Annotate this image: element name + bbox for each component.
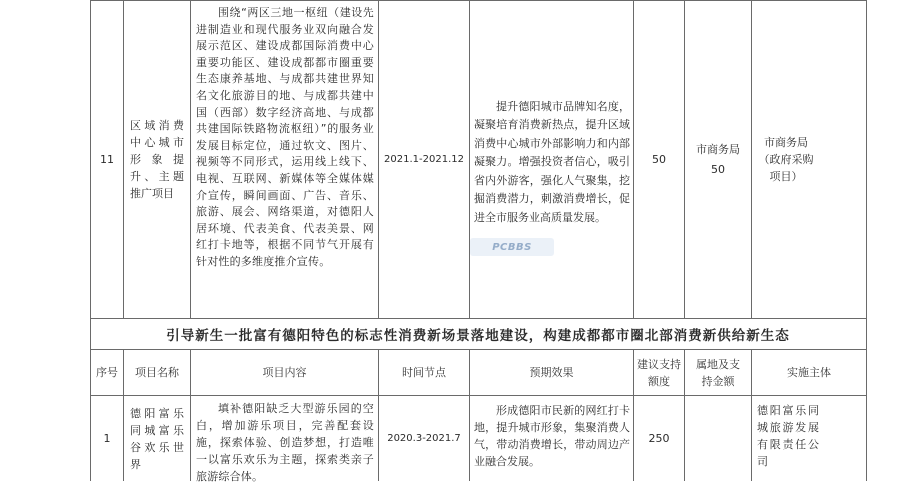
row-11-project-content: 围绕“两区三地一枢纽（建设先进制造业和现代服务业双向融合发展示范区、建设成都国际消费中心重要功能区、建设成都都市圈重要生态康养基地、与成都共建世界知名文化旅游目的地、与成都共建中国（西部）数字经济高地、与成都共建国际铁路物流枢纽）”的服务业发展目标定位，通过软文、图片、视频等不同形式，运用线上线下、电视、互联网、新媒体等全媒体媒介宣传，瞬间画面、广告、音乐、旅游、展会、网络渠道，对德阳人居环境、代表美食、代表美景、网红打卡地等，根据不同节气开展有针对性的多维度推介宣传。	[196, 6, 374, 268]
row-11-support-amount: 50	[652, 153, 666, 166]
header-implementer: 实施主体	[787, 366, 831, 379]
row-11-index: 11	[100, 153, 114, 166]
section-banner: 引导新生一批富有德阳特色的标志性消费新场景落地建设，构建成都都市圈北部消费新供给新生态	[166, 328, 790, 344]
table-rule	[90, 318, 866, 319]
header-location-support: 属地及支持金额	[696, 357, 740, 388]
row-1-project-content: 填补德阳缺乏大型游乐园的空白，增加游乐项目，完善配套设施，探索体验、创造梦想，打造唯一以富乐欢乐为主题，探索类亲子旅游综合体。	[196, 402, 374, 483]
table-rule	[190, 0, 191, 318]
row-11-expected-effect: 提升德阳城市品牌知名度，凝聚培育消费新热点，提升区域消费中心城市外部影响力和内部凝聚力。增强投资者信心，吸引省内外游客，强化人气聚集，挖掘消费潜力，刺激消费增长，促进全市服务业高质量发展。	[474, 99, 630, 224]
row-1-index: 1	[103, 432, 111, 445]
row-1-support-amount: 250	[648, 432, 670, 445]
table-rule	[751, 0, 752, 318]
header-project-content: 项目内容	[262, 366, 307, 379]
table-rule	[866, 349, 867, 481]
row-1-timeline: 2020.3-2021.7	[387, 433, 461, 444]
header-project-name: 项目名称	[135, 366, 179, 379]
row-11-location-support: 市商务局50	[696, 142, 740, 176]
header-index: 序号	[96, 366, 118, 379]
row-1-implementer: 德阳富乐同城旅游发展有限责任公司	[757, 404, 819, 468]
table-rule	[684, 0, 685, 318]
header-timeline: 时间节点	[402, 366, 446, 379]
header-support-amount: 建议支持额度	[637, 357, 681, 388]
table-rule	[123, 0, 124, 318]
row-1-project-name: 德阳富乐同城富乐谷欢乐世界	[130, 406, 184, 471]
row-11-project-name: 区域消费中心城市形象提升、主题推广项目	[130, 119, 184, 200]
table-rule	[469, 0, 470, 318]
row-11-timeline: 2021.1-2021.12	[384, 154, 464, 165]
row-1-expected-effect: 形成德阳市民新的网红打卡地，提升城市形象，集聚消费人气，带动消费增长，带动周边产业融合发展。	[474, 404, 630, 468]
row-1-location-support	[685, 396, 751, 481]
table-rule	[866, 318, 867, 349]
table-rule	[866, 0, 867, 318]
header-expected-effect: 预期效果	[529, 366, 574, 379]
watermark-logo: PCBBS	[470, 238, 554, 256]
row-11-implementer: 市商务局（政府采购项目）	[758, 136, 814, 183]
